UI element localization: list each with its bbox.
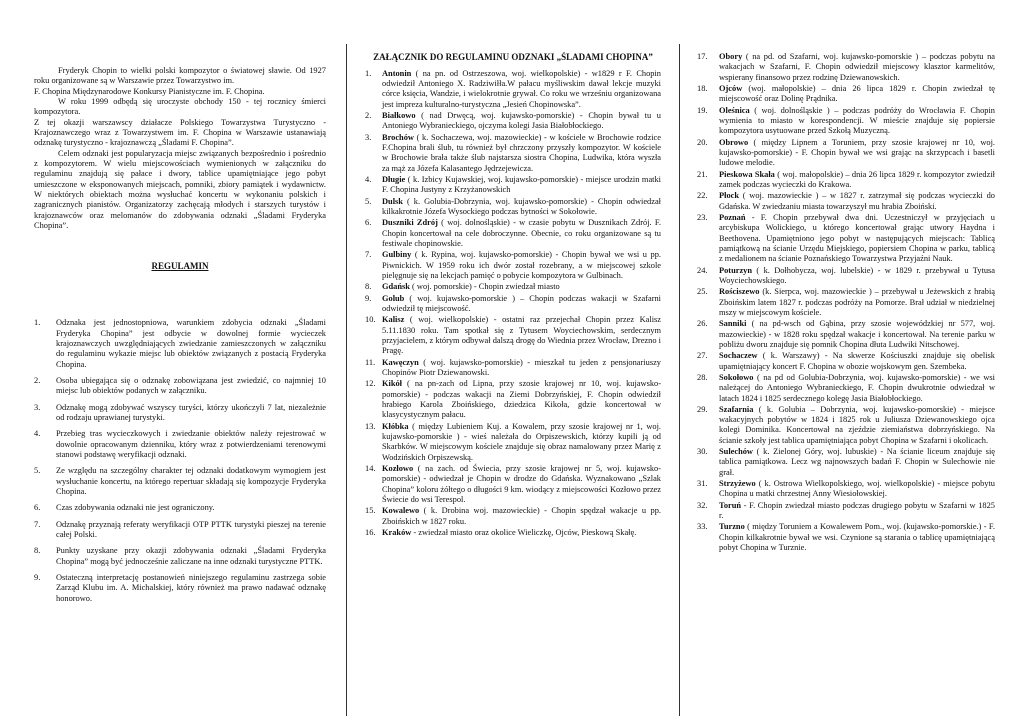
rule-item [34,546,326,567]
location-name: Sanniki [719,319,747,329]
location-description: ( na pd-wsch od Gąbina, przy szosie wojewódzkiej nr 577, woj. mazowieckie) - w 1828 roku spędzał wakacje i koncertował. Na terenie parku w pobliżu dworu znajduje się pomnik Chopina dłuta Ludwiki Nitschowej. [719,319,995,349]
location-number: 32. [697,500,708,510]
rule-text: Ze względu na szczególny charakter tej odznaki dodatkowym wymogiem jest wysłuchanie koncertu, na którego repertuar składają się kompozycje Fryderyka Chopina. [56,466,326,496]
location-name: Kawęczyn [382,357,419,367]
location-name: Poturzyn [719,265,753,275]
location-item [365,250,661,281]
location-description: ( k. Warszawy) - Na skwerze Kościuszki znajduje się obelisk upamiętniający koncert F. Chopina w obozie wojskowym gen. Szembeka. [719,351,995,371]
location-name: Białkowo [382,111,416,121]
location-number: 4. [365,175,372,185]
rule-number: 8. [34,546,41,556]
location-description: ( k. Golubia-Dobrzynia, woj. kujawsko-pomorskie) - Chopin odwiedzał kilkakrotnie Józefa Wysockiego podczas bytności w Sokołowie. [382,196,661,217]
right-column [697,52,995,724]
location-description: ( między Lipnem a Toruniem, przy szosie krajowej nr 10, woj. kujawsko-pomorskie) - F. Chopin bywał we wsi grając na skrzypcach i basetli ludowe melodie. [719,137,995,168]
location-number: 33. [697,522,708,532]
location-text [382,294,661,315]
rule-number: 1. [34,318,41,328]
location-number: 3. [365,132,372,142]
location-text [719,84,995,105]
intro-paragraph: Z tej okazji warszawscy działacze Polskiego Towarzystwa Turystyczno - Krajoznawczego wraz z Towarzystwem im. F. Chopina w Warszawie ustanawiają odznakę turystyczno - krajoznawczą „Śladami F. Chopina”. [34,117,326,148]
location-number: 5. [365,196,372,206]
location-description: ( woj. mazowieckie ) – w 1827 r. zatrzymał się podczas wycieczki do Gdańska. W zwiedzaniu miasta towarzyszył mu hrabia Zboiński. [719,191,995,211]
location-item [365,294,661,315]
location-text [719,191,995,212]
location-description: ( na pn-zach od Lipna, przy szosie krajowej nr 10, woj. kujawsko-pomorskie) - podczas wakacji na Ziemi Dobrzyńskiej, F. Chopin odwiedził hrabiego Karola Zboińskiego, dziedzica Kikoła, gdzie koncertował w klasycystycznym pałacu. [382,379,661,420]
attachment-title: ZAŁĄCZNIK DO REGULAMINU ODZNAKI „ŚLADAMI CHOPINA” [373,52,653,62]
regulamin-title: REGULAMIN [151,261,209,272]
location-item [365,315,661,356]
location-number: 2. [365,111,372,121]
location-item [365,175,661,196]
location-text [382,422,661,463]
location-number: 17. [697,52,708,61]
location-name: Obory [719,52,743,61]
rule-item [34,403,326,424]
location-number: 21. [697,169,708,179]
location-text [719,351,995,372]
location-item [365,111,661,132]
location-number: 7. [365,250,372,260]
rules-list [34,318,326,604]
location-number: 25. [697,287,708,297]
location-text [719,447,995,478]
location-item [697,106,995,137]
location-number: 29. [697,404,708,414]
location-item [697,405,995,446]
rule-item [34,520,326,541]
location-name: Długie [382,175,406,185]
location-number: 11. [365,357,376,367]
location-item [365,197,661,218]
location-text [719,52,995,83]
location-text [382,282,661,292]
intro-paragraph: W roku 1999 odbędą się uroczyste obchody 150 - tej rocznicy śmierci kompozytora. [34,96,326,117]
location-text [382,250,661,281]
locations-list [697,52,995,553]
location-number: 20. [697,137,708,147]
location-description: ( woj. kujawsko-pomorskie) - mieszkał tu jeden z pensjonariuszy Chopinów Piotr Dziewanowski. [382,357,661,377]
location-description: ( k. Izbicy Kujawskiej, woj. kujawsko-pomorskie) - miejsce urodzin matki F. Chopina Justyny z Krzyżanowskich [382,175,661,195]
location-number: 18. [697,83,708,93]
location-number: 1. [365,68,372,78]
rule-number: 2. [34,375,41,385]
rule-number: 9. [34,572,41,582]
location-name: Golub [382,293,405,303]
location-description: ( na pd. od Szafarni, woj. kujawsko-pomorskie ) – podczas pobytu na wakacjach w Szafarni, F. Chopin odwiedził miejscowy klasztor karmelitów, wspierany finansowo przez rodzinę Dziewanowskich. [719,52,995,82]
location-name: Strzyżewo [719,479,756,489]
location-text [382,506,661,527]
rule-text: Odznaka jest jednostopniowa, warunkiem zdobycia odznaki „Śladami Fryderyka Chopina” jest odbycie w dowolnej formie wycieczek krajoznawczych uwzględniających zwiedzanie zamieszczonych w załączniku do regulaminu wykazie miejsc lub obiektów związanych z postacią Fryderyka Chopina. [56,318,326,369]
location-name: Brochów [382,132,414,142]
location-name: Szafarnia [719,404,754,414]
rule-number: 6. [34,503,41,513]
location-number: 6. [365,218,372,228]
location-number: 10. [365,315,376,325]
rule-item [34,318,326,370]
rule-text: Punkty uzyskane przy okazji zdobywania odznaki „Śladami Fryderyka Chopina” mogą być jednocześnie zaliczane na inne odznaki turystyczne PTTK. [56,546,326,566]
location-description: ( nad Drwęcą, woj. kujawsko-pomorskie) - Chopin bywał tu u Antoniego Wybranieckiego, ojczyma kolegi Jasia Białobłockiego. [382,111,661,131]
location-text [382,133,661,174]
location-description: ( na pd od Golubia-Dobrzynia, woj. kujawsko-pomorskie) - we wsi należącej do Antoniego Wybranieckiego, F. Chopin dwukrotnie odwiedzał w latach 1824 i 1825 serdecznego kolegę Jasia Białobłockiego. [719,372,995,403]
location-description: (k. Sierpca, woj. mazowieckie ) – przebywał u Jeżewskich z hrabią Zboińskim latem 1827 r. podczas podróży na Pomorze. Brał udział w niedzielnej mszy w miejscowym kościele. [719,287,995,317]
location-description: - F. Chopin przebywał dwa dni. Uczestniczył w przyjęciach u arcybiskupa Wolickiego, u którego koncertował grając utwory Haydna i Beethovena. Upamiętniono jego pobyt w następujących miejscach: Tablicą pamiątkową na ścianie Urzędu Miejskiego, popiersiem Chopina w parku, tablicą z medalionem na ścianie Poznańskiego Towarzystwa Przyjaźni Nauk. [719,212,995,264]
locations-list [365,69,661,538]
location-item [365,133,661,174]
location-description: (woj. małopolskie) – dnia 26 lipca 1829 r. Chopin zwiedzał tę miejscowość oraz Dolinę Prądnika. [719,83,995,104]
location-item [697,52,995,83]
location-text [382,464,661,505]
rule-text: Osoba ubiegająca się o odznakę zobowiązana jest zwiedzić, co najmniej 10 miejsc lub obiektów podanych w załączniku. [56,375,326,396]
location-text [382,197,661,218]
location-item [697,522,995,553]
rule-item [34,429,326,460]
location-text [382,111,661,132]
location-text [382,528,661,538]
left-column [34,66,326,724]
location-item [697,266,995,287]
location-name: Dulsk [382,196,403,206]
location-description: ( k. Ostrowa Wielkopolskiego, woj. wielkopolskie) - miejsce pobytu Chopina u matki chrzestnej Anny Wiesiołowskiej. [719,479,995,499]
location-number: 22. [697,191,708,201]
rule-number: 4. [34,429,41,439]
location-description: ( woj. wielkopolskie) - ostatni raz przejechał Chopin przez Kalisz 5.11.1830 roku. Tam spotkał się z Tytusem Woyciechowskim, serdecznym przyjacielem, z którym odbywał dalszą drogę do Wiednia przez Wrocław, Drezno i Pragę. [382,315,661,356]
location-description: ( woj. dolnośląskie) - w czasie pobytu w Dusznikach Zdrój. F. Chopin koncertował na cele dobroczynne. Obecnie, co roku organizowane są tu festiwale chopinowskie. [382,218,661,249]
location-name: Gulbiny [382,250,412,260]
rule-text: Przebieg tras wycieczkowych i zwiedzanie obiektów należy rejestrować w dowolnie opracowanym dzienniku, który wraz z potwierdzeniami terenowymi stanowi podstawę weryfikacji odznaki. [56,429,326,459]
location-name: Poznań [719,212,746,222]
location-item [365,218,661,249]
location-item [697,138,995,169]
location-item [697,213,995,265]
location-name: Duszniki Zdrój [382,218,438,228]
location-number: 26. [697,319,708,329]
location-number: 13. [365,421,376,431]
location-item [365,528,661,538]
location-description: - zwiedzał miasto oraz okolice Wieliczkę, Ojców, Pieskową Skałę. [411,527,637,537]
location-text [719,170,995,191]
location-number: 28. [697,372,708,382]
location-text [719,405,995,446]
location-number: 9. [365,293,372,303]
location-text [719,373,995,404]
location-number: 15. [365,506,376,516]
location-number: 27. [697,351,708,361]
rule-number: 3. [34,402,41,412]
location-name: Antonin [382,68,412,78]
location-text [382,69,661,110]
location-text [719,106,995,137]
location-description: ( k. Dołhobycza, woj. lubelskie) - w 1829 r. przebywał u Tytusa Woyciechowskiego. [719,265,995,285]
location-item [697,319,995,350]
location-text [719,522,995,553]
location-description: ( k. Sochaczewa, woj. mazowieckie) - w kościele w Brochowie rodzice F.Chopina brali ślub, tu również był chrzczony przyszły kompozytor. W kościele w Brochowie brała także ślub najstarsza siostra Chopina, Ludwika, która wyszła za mąż za Józefa Kalasantego Jędrzejewicza. [382,132,661,173]
location-description: ( woj. pomorskie) - Chopin zwiedzał miasto [409,282,560,292]
location-number: 14. [365,463,376,473]
location-name: Sochaczew [719,351,758,361]
location-number: 16. [365,527,376,537]
location-item [697,170,995,191]
location-number: 8. [365,282,372,292]
location-item [365,422,661,463]
location-number: 12. [365,379,376,389]
location-name: Pieskowa Skała [719,169,775,179]
location-item [365,69,661,110]
location-name: Turzno [719,522,745,532]
rule-text: Czas zdobywania odznaki nie jest ograniczony. [56,503,215,513]
location-number: 24. [697,265,708,275]
location-text [719,266,995,287]
location-name: Ojców [719,83,743,93]
location-number: 31. [697,479,708,489]
location-item [697,191,995,212]
rule-item [34,573,326,604]
location-text [382,358,661,379]
rule-item [34,376,326,397]
location-item [697,287,995,318]
location-name: Kowalewo [382,506,420,516]
location-name: Oleśnica [719,105,750,115]
location-description: ( na zach. od Świecia, przy szosie krajowej nr 5, woj. kujawsko-pomorskie) - odwiedzał je Chopin w drodze do Gdańska. Wyznakowano „Szlak Chopina” koloru żółtego o długości 9 km. wiodący z miejscowości Kozłowo przez Świecie do wsi Terespol. [382,463,661,504]
location-description: ( między Lubieniem Kuj. a Kowalem, przy szosie krajowej nr 1, woj. kujawsko-pomorskie ) - wieś należała do Orpiszewskich, którzy kupili ją od Skarbków. W miejscowym kościele znajduje się obraz namalowany przez Marię z Wodzińskich Orpiszewską. [382,421,661,462]
location-item [365,358,661,379]
location-name: Rościszewo [719,287,760,297]
intro-section [34,66,326,231]
location-name: Kraków [382,527,412,537]
location-name: Kikół [382,379,403,389]
location-item [365,282,661,292]
location-description: ( woj. małopolskie) – dnia 26 lipca 1829 r. kompozytor zwiedził zamek podczas wycieczki do Krakowa. [719,169,995,189]
location-item [697,84,995,105]
location-description: ( k. Drobina woj. mazowieckie) - Chopin spędzał wakacje u pp. Zboińskich w 1827 roku. [382,506,661,526]
location-item [365,379,661,420]
column-divider [679,44,680,716]
rule-text: Ostateczną interpretację postanowień niniejszego regulaminu zastrzega sobie Zarząd Klubu im. A. Michalskiej, który również ma prawo nadawać odznakę honorowo. [56,572,326,603]
rule-item [34,466,326,497]
location-text [382,379,661,420]
rule-number: 7. [34,519,41,529]
location-item [697,373,995,404]
intro-paragraph: F. Chopina Międzynarodowe Konkursy Pianistyczne im. F. Chopina. [34,86,265,96]
location-number: 30. [697,447,708,457]
location-description: ( na pn. od Ostrzeszowa, woj. wielkopolskie) - w1829 r F. Chopin odwiedził Antoniego X. Radziwiłła.W pałacu myśliwskim dawał lekcje muzyki córce księcia, Wandzie, i wielokrotnie grywał. Co roku we wrześniu organizowana jest impreza kulturalno-turystyczna „Jesień Chopinowska”. [382,68,661,109]
location-name: Obrowo [719,137,749,147]
location-text [719,501,995,522]
location-number: 23. [697,212,708,222]
location-item [697,351,995,372]
location-item [697,501,995,522]
location-name: Toruń [719,500,742,510]
location-number: 19. [697,105,708,115]
location-name: Kłóbka [382,421,409,431]
location-text [719,319,995,350]
location-name: Kalisz [382,315,405,325]
location-text [719,213,995,265]
location-text [719,287,995,318]
rule-text: Odznakę przyznają referaty weryfikacji OTP PTTK turystyki pieszej na terenie całej Polski. [56,519,326,539]
location-name: Gdańsk [382,282,410,292]
middle-column [365,52,661,724]
location-item [697,479,995,500]
location-name: Kozłowo [382,463,414,473]
location-name: Sulechów [719,447,753,457]
intro-paragraph: Celem odznaki jest popularyzacja miejsc związanych bezpośrednio i pośrednio z kompozytorem. W wielu miejscowościach wymienionych w załączniku do regulaminu znajdują się pałace i dwory, tablice upamiętniające jego pobyt umieszczone w eksponowanych miejscach, pomniki, zbiory pamiątek i wydawnictw. W niektórych obiektach można wysłuchać koncertu w wykonaniu polskich i zagranicznych pianistów. Organizatorzy zachęcają młodych i starszych turystów i krajoznawców oraz melomanów do zdobywania odznaki „Śladami Fryderyka Chopina”. [34,148,326,230]
location-text [719,138,995,169]
intro-paragraph: Fryderyk Chopin to wielki polski kompozytor o światowej sławie. Od 1927 roku organizowane są w Warszawie przez Towarzystwo im. [34,66,326,86]
location-item [365,464,661,505]
location-name: Płock [719,191,740,201]
location-description: ( woj. dolnośląskie ) – podczas podróży do Wrocławia F. Chopin wymienia to miasto w korespondencji. W mieście znajduje się popiersie kompozytora usytuowane przed Szkołą Muzyczną. [719,105,995,136]
location-description: ( k. Rypina, woj. kujawsko-pomorskie) - Chopin bywał we wsi u pp. Piwnickich. W 1959 roku ich dwór został rozebrany, a w miejscowej szkole pielęgnuje się na lekcjach pamięć o pobycie kompozytora w Gulbinach. [382,250,661,281]
location-description: ( k. Golubia – Dobrzynia, woj. kujawsko-pomorskie) - miejsce wakacyjnych pobytów w 1824 i 1825 rok u Juliusza Dziewanowskiego ojca kolegi Dominika. Koncertował na zjeździe ziemiaństwa dobrzyńskiego. Na ścianie szkoły jest tablica upamiętniająca pobyt Chopina w Szafarni i okolicach. [719,404,995,445]
rule-text: Odznakę mogą zdobywać wszyscy turyści, którzy ukończyli 7 lat, niezależnie od rodzaju uprawianej turystyki. [56,402,326,422]
rule-number: 5. [34,466,41,476]
location-name: Sokołowo [719,372,754,382]
rule-item [34,503,326,513]
location-description: ( woj. kujawsko-pomorskie ) – Chopin podczas wakacji w Szafarni odwiedził tę miejscowość. [382,293,661,314]
location-description: ( k. Zielonej Góry, woj. lubuskie) - Na ścianie liceum znajduje się tablica pamiątkowa. Lecz wg najnowszych badań F. Chopin w Sulechowie nie grał. [719,447,995,477]
column-divider [346,44,347,716]
location-description: ( między Toruniem a Kowalewem Pom., woj. (kujawsko-pomorskie.) - F. Chopin kilkakrotnie bywał we wsi. Czynione są starania o tablicę upamiętniającą pobyt Chopina w Turznie. [719,522,995,553]
location-text [382,218,661,249]
location-text [382,175,661,196]
location-item [365,506,661,527]
location-text [719,479,995,500]
location-text [382,315,661,356]
location-description: - F. Chopin zwiedzał miasto podczas drugiego pobytu w Szafarni w 1825 r. [719,500,995,521]
location-item [697,447,995,478]
